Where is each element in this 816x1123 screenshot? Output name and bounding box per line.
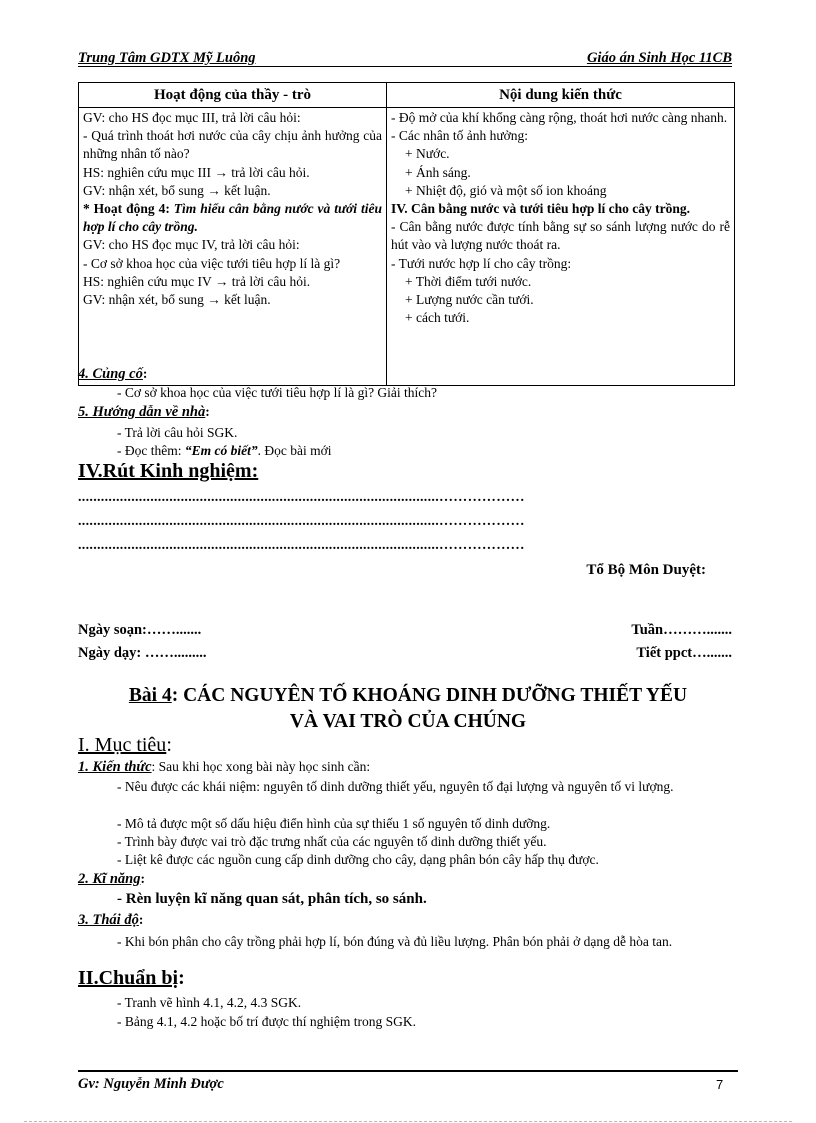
notes-dotted-line: ...............................................................................................……………… [78,514,525,529]
content-line: + Nhiệt độ, gió và một số ion khoáng [405,182,607,198]
knowledge-objective: 1. Kiến thức: Sau khi học xong bài này học sinh cần: [78,759,371,775]
activity-table [78,82,735,386]
header-rule [78,66,732,67]
activity-line: GV: nhận xét, bổ sung → kết luận. [83,292,271,308]
objectives-heading: I. Mục tiêu: [78,734,172,756]
rut-kinh-nghiem-heading: IV.Rút Kinh nghiệm: [78,460,259,482]
prep-date: Ngày soạn:……....... [78,622,202,638]
notes-dotted-line: ...............................................................................................……………… [78,490,525,505]
preparation-line-1: - Tranh vẽ hình 4.1, 4.2, 4.3 SGK. [117,995,302,1010]
content-line: - Độ mở của khí khổng càng rộng, thoát hơi nước càng nhanh. [391,110,728,125]
teach-date: Ngày dạy: ……......... [78,645,207,661]
huong-dan-heading: 5. Hướng dẫn về nhà: [78,404,210,420]
activity-line: GV: cho HS đọc mục III, trả lời câu hỏi: [83,110,301,125]
skills-line: - Rèn luyện kĩ năng quan sát, phân tích, so sánh. [117,891,427,907]
attitude-line: - Khi bón phân cho cây trồng phải hợp lí, bón đúng và đủ liều lượng. Phân bón phải ở dạng dễ hòa tan. [117,934,673,949]
preparation-line-2: - Bảng 4.1, 4.2 hoặc bố trí được thí nghiệm trong SGK. [117,1014,417,1029]
content-line: - Cân bằng nước được tính bằng sự so sánh lượng nước do rễ hút vào và lượng nước thoát ra. [391,219,730,253]
header-school: Trung Tâm GDTX Mỹ Luông [78,50,256,66]
activity-line: - Quá trình thoát hơi nước của cây chịu ảnh hưởng của những nhân tố nào? [83,128,382,162]
attitude-heading: 3. Thái độ: [78,912,144,928]
content-line: + cách tưới. [405,310,470,326]
content-line: + Lượng nước cần tưới. [405,292,534,308]
header-subject: Giáo án Sinh Học 11CB [586,50,732,66]
activity-4-heading: * Hoạt động 4: Tìm hiểu cân bằng nước và tưới tiêu hợp lí cho cây trồng. [83,201,382,235]
content-line: + Thời điểm tưới nước. [405,273,532,289]
period-field: Tiết ppct…....... [636,645,732,661]
content-line: + Ánh sáng. [405,164,471,180]
week-field: Tuần………....... [631,622,732,638]
teacher-student-activities [79,108,387,386]
knowledge-content [387,108,735,386]
skills-heading: 2. Kĩ năng: [78,871,145,887]
activity-line: HS: nghiên cứu mục III → trả lời câu hỏi. [83,164,310,180]
knowledge-point-3: - Trình bày được vai trò đặc trưng nhất của các nguyên tố dinh dưỡng thiết yếu. [117,834,547,849]
cung-co-line: - Cơ sở khoa học của việc tưới tiêu hợp lí là gì? Giải thích? [117,385,438,400]
content-line: + Nước. [405,146,450,162]
lesson-title-line-2: VÀ VAI TRÒ CỦA CHÚNG [289,711,527,732]
department-approval: Tổ Bộ Môn Duyệt: [586,562,706,578]
knowledge-point-2: - Mô tả được một số dấu hiệu điển hình của sự thiếu 1 số nguyên tố dinh dưỡng. [117,816,551,831]
col2-header: Nội dung kiến thức [387,83,735,108]
huong-dan-line-2: - Đọc thêm: “Em có biết”. Đọc bài mới [117,443,332,458]
footer-rule [78,1070,738,1072]
footer-author: Gv: Nguyễn Minh Được [78,1076,224,1092]
page-edge [24,1121,792,1122]
preparation-heading: II.Chuẩn bị: [78,967,185,989]
activity-line: GV: cho HS đọc mục IV, trả lời câu hỏi: [83,237,300,253]
activity-line: HS: nghiên cứu mục IV → trả lời câu hỏi. [83,273,311,289]
notes-dotted-line: ...............................................................................................……………… [78,538,525,553]
cung-co-heading: 4. Củng cố: [78,366,148,382]
content-line: - Các nhân tố ảnh hưởng: [391,128,529,144]
lesson-title-line-1: Bài 4: CÁC NGUYÊN TỐ KHOÁNG DINH DƯỠNG THIẾT YẾU [128,685,688,706]
page-number: 7 [716,1077,724,1092]
content-line: - Tưới nước hợp lí cho cây trồng: [391,255,572,271]
col1-header: Hoạt động của thầy - trò [79,83,387,108]
knowledge-point-4: - Liệt kê được các nguồn cung cấp dinh dưỡng cho cây, dạng phân bón cây hấp thụ được. [117,852,599,867]
knowledge-point-1: - Nêu được các khái niệm: nguyên tố dinh dưỡng thiết yếu, nguyên tố đại lượng và nguyên tố vi lượng. [117,779,674,794]
huong-dan-line-1: - Trả lời câu hỏi SGK. [117,425,238,440]
section-iv-heading: IV. Cân bằng nước và tưới tiêu hợp lí cho cây trồng. [391,201,691,217]
activity-line: - Cơ sở khoa học của việc tưới tiêu hợp lí là gì? [83,255,341,271]
activity-line: GV: nhận xét, bổ sung → kết luận. [83,182,271,198]
